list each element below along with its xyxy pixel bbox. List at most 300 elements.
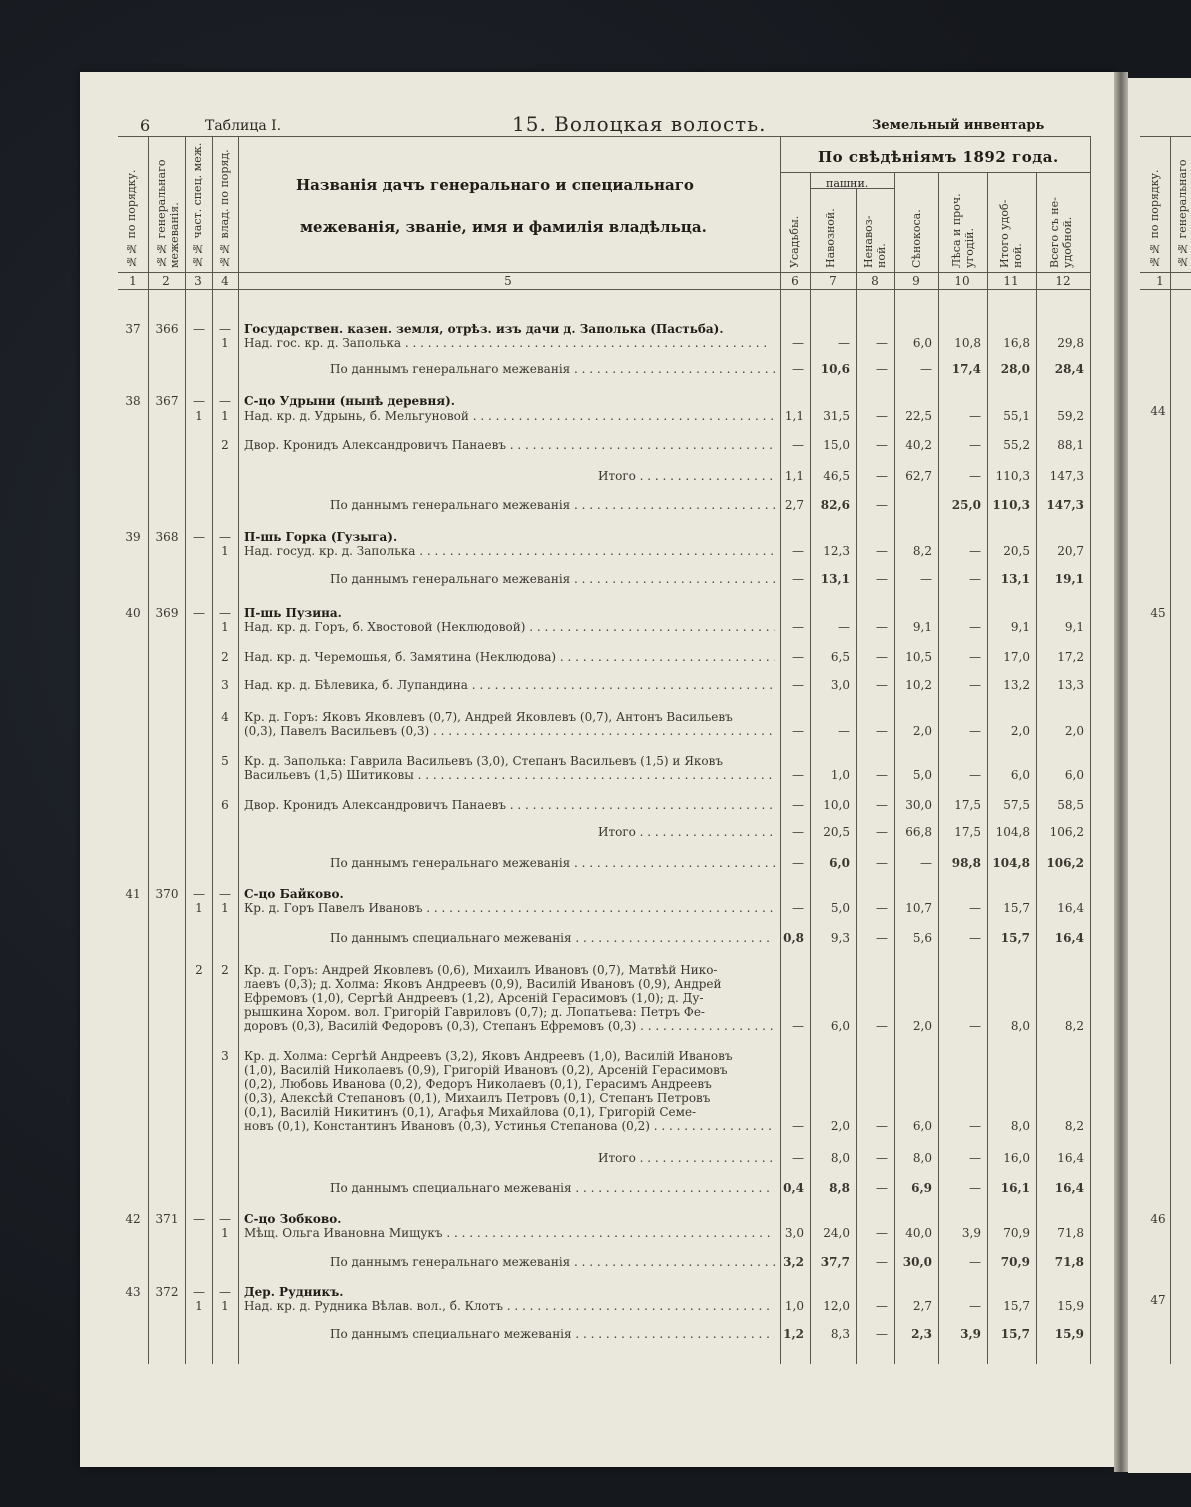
row-owner-number: 2 xyxy=(221,963,229,977)
row-value: — xyxy=(792,572,804,586)
row-value: 9,1 xyxy=(1010,620,1030,634)
col-header-vsego: Всего съ не-удобной. xyxy=(1048,197,1074,268)
row-owner-number: — xyxy=(219,887,231,901)
row-value: 106,2 xyxy=(1049,825,1084,839)
row-general-number: 372 xyxy=(155,1285,179,1299)
row-value: 15,7 xyxy=(1003,901,1030,915)
row-value: — xyxy=(876,438,888,452)
row-value: — xyxy=(876,1299,888,1313)
row-value: 15,0 xyxy=(823,438,850,452)
row-value: 15,7 xyxy=(1003,1299,1030,1313)
row-value: — xyxy=(969,931,981,945)
row-description: По даннымъ генеральнаго межеванія . . . xyxy=(330,498,775,512)
row-value: 106,2 xyxy=(1046,856,1084,870)
column-number: 11 xyxy=(1003,274,1019,288)
row-value: 15,9 xyxy=(1054,1327,1084,1341)
row-description: Ефремовъ (1,0), Сергѣй Андреевъ (1,2), Арсеній Герасимовъ (1,0); д. Ду- xyxy=(244,991,704,1005)
row-value: 6,9 xyxy=(911,1181,932,1195)
row-description: С-цо Зобково. xyxy=(244,1212,342,1226)
row-value: 147,3 xyxy=(1049,469,1084,483)
row-value: — xyxy=(969,1119,981,1133)
row-description: По даннымъ генеральнаго межеванія . . . xyxy=(330,572,775,586)
row-owner-number: — xyxy=(219,1212,231,1226)
col-header-navoznoy: Навозной. xyxy=(824,208,837,268)
row-value: — xyxy=(969,1181,981,1195)
row-value: 10,8 xyxy=(954,336,981,350)
row-value: 2,0 xyxy=(1010,724,1030,738)
row-owner-number: — xyxy=(219,606,231,620)
row-value: 1,0 xyxy=(830,768,850,782)
row-description: По даннымъ генеральнаго межеванія . . . xyxy=(330,1255,775,1269)
row-description: Кр. д. Горъ Павелъ Ивановъ . . . xyxy=(244,901,775,915)
row-value: — xyxy=(969,469,981,483)
row-owner-number: 1 xyxy=(221,1226,229,1240)
row-order-number: 37 xyxy=(125,322,141,336)
col-header-les: Лѣса и проч. угодій. xyxy=(950,193,976,268)
pashni-header: пашни. xyxy=(826,177,869,190)
row-description: С-цо Байково. xyxy=(244,887,344,901)
column-number: 10 xyxy=(954,274,970,288)
row-value: 6,5 xyxy=(830,650,850,664)
row-value: — xyxy=(969,768,981,782)
row-value: 20,7 xyxy=(1057,544,1084,558)
page-number: 6 xyxy=(140,116,151,135)
row-value: 70,9 xyxy=(1000,1255,1030,1269)
row-value: 1,0 xyxy=(784,1299,804,1313)
row-value: 22,5 xyxy=(905,409,932,423)
col-header-usadby: Усадьбы. xyxy=(788,215,801,268)
row-special-number: — xyxy=(193,530,205,544)
row-value: — xyxy=(969,1255,981,1269)
row-owner-number: 3 xyxy=(221,678,229,692)
row-value: 16,4 xyxy=(1054,1181,1084,1195)
row-owner-number: 1 xyxy=(221,620,229,634)
row-value: — xyxy=(838,336,850,350)
row-special-number: 2 xyxy=(195,963,203,977)
row-value: 17,4 xyxy=(951,362,981,376)
row-value: — xyxy=(792,1019,804,1033)
right-page-rule xyxy=(1140,136,1191,137)
right-row-number: 45 xyxy=(1150,606,1166,620)
row-order-number: 39 xyxy=(125,530,141,544)
group-rule xyxy=(780,172,1091,173)
right-row-number: 44 xyxy=(1150,404,1166,418)
row-value: — xyxy=(792,901,804,915)
row-value: 9,1 xyxy=(1064,620,1084,634)
row-value: 147,3 xyxy=(1046,498,1084,512)
page-title: 15. Волоцкая волость. xyxy=(512,112,767,136)
row-owner-number: 4 xyxy=(221,710,229,724)
row-owner-number: 5 xyxy=(221,754,229,768)
row-value: 16,8 xyxy=(1003,336,1030,350)
row-value: 2,0 xyxy=(912,724,932,738)
row-value: 15,7 xyxy=(1000,1327,1030,1341)
column-number: 1 xyxy=(129,274,137,288)
row-special-number: — xyxy=(193,322,205,336)
row-description: (0,2), Любовь Иванова (0,2), Федоръ Николаевъ (0,1), Герасимъ Андреевъ xyxy=(244,1077,712,1091)
row-description: Кр. д. Заполька: Гаврила Васильевъ (3,0), Степанъ Васильевъ (1,5) и Яковъ xyxy=(244,754,724,768)
row-value: 31,5 xyxy=(823,409,850,423)
row-special-number: 1 xyxy=(195,901,203,915)
row-description: Государствен. казен. земля, отрѣз. изъ дачи д. Заполька (Пастьба). xyxy=(244,322,724,336)
row-description: Над. кр. д. Удрынь, б. Мельгуновой . . . xyxy=(244,409,775,423)
row-value: — xyxy=(792,724,804,738)
row-value: — xyxy=(876,1151,888,1165)
row-description: Над. кр. д. Черемошья, б. Замятина (Неклюдова) . . . xyxy=(244,650,775,664)
row-value: — xyxy=(792,650,804,664)
row-value: 71,8 xyxy=(1054,1255,1084,1269)
col-header-senokos: Сѣнокоса. xyxy=(910,209,923,268)
column-number: 8 xyxy=(871,274,879,288)
col-rule xyxy=(780,136,781,1364)
row-value: — xyxy=(876,1181,888,1195)
row-value: 8,2 xyxy=(912,544,932,558)
row-value: 55,2 xyxy=(1003,438,1030,452)
row-value: 10,0 xyxy=(823,798,850,812)
row-value: 8,8 xyxy=(829,1181,850,1195)
row-value: 3,9 xyxy=(960,1327,981,1341)
right-page-col-rule xyxy=(1170,136,1171,1364)
row-general-number: 371 xyxy=(155,1212,179,1226)
row-description: По даннымъ генеральнаго межеванія . . . xyxy=(330,362,775,376)
row-description: С-цо Удрыни (нынѣ деревня). xyxy=(244,394,455,408)
row-value: — xyxy=(969,544,981,558)
col-rule xyxy=(185,136,186,1364)
row-value: — xyxy=(876,544,888,558)
row-value: 3,0 xyxy=(830,678,850,692)
row-owner-number: 2 xyxy=(221,438,229,452)
row-description: Васильевъ (1,5) Шитиковы . . . xyxy=(244,768,775,782)
group-header-1892: По свѣдѣніямъ 1892 года. xyxy=(818,148,1059,166)
row-value: 13,2 xyxy=(1003,678,1030,692)
row-value: 0,8 xyxy=(783,931,804,945)
row-description: Дер. Рудникъ. xyxy=(244,1285,344,1299)
table-label: Таблица I. xyxy=(205,118,282,134)
row-value: — xyxy=(876,901,888,915)
row-value: 17,5 xyxy=(954,798,981,812)
row-value: 13,3 xyxy=(1057,678,1084,692)
row-value: — xyxy=(876,825,888,839)
row-value: 17,0 xyxy=(1003,650,1030,664)
row-value: — xyxy=(876,768,888,782)
row-value: 8,0 xyxy=(912,1151,932,1165)
row-value: 110,3 xyxy=(995,469,1030,483)
column-number: 12 xyxy=(1055,274,1071,288)
row-description: Кр. д. Горъ: Андрей Яковлевъ (0,6), Михаилъ Ивановъ (0,7), Матвѣй Нико- xyxy=(244,963,718,977)
row-value: 5,6 xyxy=(912,931,932,945)
row-value: — xyxy=(969,901,981,915)
row-value: 1,1 xyxy=(784,409,804,423)
row-value: 58,5 xyxy=(1057,798,1084,812)
row-value: — xyxy=(969,1019,981,1033)
row-description: Итого . . . xyxy=(598,469,775,483)
row-value: — xyxy=(876,724,888,738)
table-top-rule xyxy=(118,136,1091,137)
row-value: — xyxy=(792,856,804,870)
col-header-general: №№ генеральнаго межеванія. xyxy=(155,159,181,268)
row-value: — xyxy=(969,438,981,452)
row-special-number: 1 xyxy=(195,409,203,423)
row-value: 10,2 xyxy=(905,678,932,692)
row-value: 24,0 xyxy=(823,1226,850,1240)
row-description: (1,0), Василій Николаевъ (0,9), Григорій Ивановъ (0,2), Арсеній Герасимовъ xyxy=(244,1063,728,1077)
row-general-number: 368 xyxy=(155,530,179,544)
row-value: 13,1 xyxy=(1000,572,1030,586)
row-value: 0,4 xyxy=(783,1181,804,1195)
row-value: 5,0 xyxy=(830,901,850,915)
row-description: По даннымъ специальнаго межеванія . . . xyxy=(330,931,775,945)
col-rule xyxy=(148,136,149,1364)
row-special-number: — xyxy=(193,1212,205,1226)
row-value: 8,0 xyxy=(830,1151,850,1165)
row-special-number: — xyxy=(193,887,205,901)
row-description: Над. кр. д. Бѣлевика, б. Лупандина . . . xyxy=(244,678,775,692)
row-owner-number: — xyxy=(219,322,231,336)
row-value: 40,0 xyxy=(905,1226,932,1240)
row-value: 16,4 xyxy=(1057,1151,1084,1165)
row-value: 2,0 xyxy=(912,1019,932,1033)
row-description: Двор. Кронидъ Александровичъ Панаевъ . . . xyxy=(244,798,775,812)
row-value: — xyxy=(969,650,981,664)
row-value: 104,8 xyxy=(992,856,1030,870)
row-value: 20,5 xyxy=(823,825,850,839)
row-value: — xyxy=(876,469,888,483)
right-row-number: 47 xyxy=(1150,1293,1166,1307)
row-owner-number: 1 xyxy=(221,336,229,350)
numbers-rule xyxy=(118,289,1091,290)
row-value: — xyxy=(876,1226,888,1240)
row-value: 59,2 xyxy=(1057,409,1084,423)
row-value: — xyxy=(969,572,981,586)
row-value: 8,2 xyxy=(1064,1019,1084,1033)
row-value: 2,0 xyxy=(1064,724,1084,738)
row-value: 20,5 xyxy=(1003,544,1030,558)
column-number: 7 xyxy=(829,274,837,288)
row-value: — xyxy=(969,724,981,738)
row-owner-number: 2 xyxy=(221,650,229,664)
row-description: Над. кр. д. Рудника Вѣлав. вол., б. Клотъ . . . xyxy=(244,1299,775,1313)
col-header-title-1: Названія дачъ генеральнаго и специальнаго xyxy=(296,176,694,194)
row-value: 66,8 xyxy=(905,825,932,839)
right-col-number: 1 xyxy=(1156,274,1164,288)
row-special-number: — xyxy=(193,394,205,408)
row-value: 15,9 xyxy=(1057,1299,1084,1313)
row-value: 88,1 xyxy=(1057,438,1084,452)
row-description: рышкина Хором. вол. Григорій Гавриловъ (0,7); д. Лопатьева: Петръ Фе- xyxy=(244,1005,705,1019)
row-value: 30,0 xyxy=(902,1255,932,1269)
row-value: 16,0 xyxy=(1003,1151,1030,1165)
row-value: 16,4 xyxy=(1054,931,1084,945)
col-rule xyxy=(238,136,239,1364)
row-order-number: 41 xyxy=(125,887,141,901)
row-value: — xyxy=(792,678,804,692)
row-description: По даннымъ специальнаго межеванія . . . xyxy=(330,1181,775,1195)
row-special-number: — xyxy=(193,606,205,620)
row-owner-number: 1 xyxy=(221,544,229,558)
row-value: 9,1 xyxy=(912,620,932,634)
row-value: 12,3 xyxy=(823,544,850,558)
row-value: — xyxy=(876,1255,888,1269)
row-value: — xyxy=(838,724,850,738)
row-description: (0,3), Павелъ Васильевъ (0,3) . . . xyxy=(244,724,775,738)
column-number: 3 xyxy=(194,274,202,288)
row-value: — xyxy=(838,620,850,634)
row-owner-number: 1 xyxy=(221,1299,229,1313)
book-gutter xyxy=(1114,72,1128,1472)
col-header-special: №№ част. спец. меж. xyxy=(191,142,204,268)
row-value: — xyxy=(792,825,804,839)
row-value: 3,9 xyxy=(961,1226,981,1240)
row-value: — xyxy=(792,1119,804,1133)
row-value: — xyxy=(876,678,888,692)
row-value: 1,1 xyxy=(784,469,804,483)
row-general-number: 367 xyxy=(155,394,179,408)
col-header-nenavoznoy: Ненавоз-ной. xyxy=(862,215,888,268)
row-value: — xyxy=(876,336,888,350)
row-value: 82,6 xyxy=(820,498,850,512)
row-general-number: 366 xyxy=(155,322,179,336)
row-order-number: 43 xyxy=(125,1285,141,1299)
column-number: 4 xyxy=(221,274,229,288)
row-value: 16,1 xyxy=(1000,1181,1030,1195)
row-value: 104,8 xyxy=(995,825,1030,839)
col-header-owner: №№ влад. по поряд. xyxy=(218,149,231,268)
row-owner-number: 1 xyxy=(221,409,229,423)
row-owner-number: 1 xyxy=(221,901,229,915)
col-rule xyxy=(1036,172,1037,1364)
row-special-number: 1 xyxy=(195,1299,203,1313)
row-description: Над. госуд. кр. д. Заполька . . . xyxy=(244,544,775,558)
row-value: 55,1 xyxy=(1003,409,1030,423)
row-value: — xyxy=(876,362,888,376)
row-description: Кр. д. Холма: Сергѣй Андреевъ (3,2), Яковъ Андреевъ (1,0), Василій Ивановъ xyxy=(244,1049,733,1063)
row-value: 19,1 xyxy=(1054,572,1084,586)
col-rule xyxy=(212,136,213,1364)
right-col-header-general: №№ генеральнаго xyxy=(1176,159,1189,268)
row-value: 5,0 xyxy=(912,768,932,782)
row-value: — xyxy=(792,336,804,350)
row-value: — xyxy=(876,620,888,634)
row-value: — xyxy=(876,1119,888,1133)
row-value: — xyxy=(876,931,888,945)
row-value: — xyxy=(792,798,804,812)
row-owner-number: 3 xyxy=(221,1049,229,1063)
row-value: — xyxy=(969,1299,981,1313)
row-value: — xyxy=(792,438,804,452)
row-value: — xyxy=(792,544,804,558)
col-header-title-2: межеванія, званіе, имя и фамилія владѣльца. xyxy=(300,218,707,236)
right-col-header-order: №№ по порядку. xyxy=(1148,169,1161,268)
row-value: 13,1 xyxy=(820,572,850,586)
row-value: 98,8 xyxy=(951,856,981,870)
row-value: — xyxy=(876,572,888,586)
row-value: — xyxy=(969,620,981,634)
row-value: — xyxy=(920,572,932,586)
row-value: 1,2 xyxy=(783,1327,804,1341)
row-description: новъ (0,1), Константинъ Ивановъ (0,3), Устинья Степанова (0,2) . . . xyxy=(244,1119,775,1133)
row-value: 30,0 xyxy=(905,798,932,812)
row-value: 6,0 xyxy=(912,1119,932,1133)
column-number: 9 xyxy=(912,274,920,288)
row-description: доровъ (0,3), Василій Федоровъ (0,3), Степанъ Ефремовъ (0,3) . . . xyxy=(244,1019,775,1033)
row-value: 10,5 xyxy=(905,650,932,664)
row-value: 2,3 xyxy=(911,1327,932,1341)
col-rule xyxy=(1090,136,1091,1364)
row-value: 62,7 xyxy=(905,469,932,483)
row-value: 8,0 xyxy=(1010,1019,1030,1033)
row-owner-number: — xyxy=(219,1285,231,1299)
right-page-rule xyxy=(1140,272,1191,273)
row-description: П-шь Горка (Гузыга). xyxy=(244,530,398,544)
row-value: — xyxy=(876,856,888,870)
row-value: 6,0 xyxy=(830,1019,850,1033)
row-description: Над. гос. кр. д. Заполька . . . xyxy=(244,336,775,350)
row-special-number: — xyxy=(193,1285,205,1299)
row-order-number: 42 xyxy=(125,1212,141,1226)
row-value: 3,0 xyxy=(784,1226,804,1240)
row-owner-number: — xyxy=(219,530,231,544)
row-value: 17,2 xyxy=(1057,650,1084,664)
row-value: — xyxy=(876,498,888,512)
row-owner-number: 6 xyxy=(221,798,229,812)
row-value: 2,7 xyxy=(784,498,804,512)
row-value: — xyxy=(969,678,981,692)
row-value: 28,0 xyxy=(1000,362,1030,376)
section-label: Земельный инвентарь xyxy=(872,118,1045,133)
row-value: 25,0 xyxy=(951,498,981,512)
row-value: 6,0 xyxy=(1064,768,1084,782)
row-value: 2,7 xyxy=(912,1299,932,1313)
row-value: 28,4 xyxy=(1054,362,1084,376)
row-value: 110,3 xyxy=(992,498,1030,512)
row-value: 8,3 xyxy=(830,1327,850,1341)
row-description: П-шь Пузина. xyxy=(244,606,342,620)
row-value: — xyxy=(792,362,804,376)
row-value: 16,4 xyxy=(1057,901,1084,915)
row-owner-number: — xyxy=(219,394,231,408)
row-general-number: 370 xyxy=(155,887,179,901)
row-value: 57,5 xyxy=(1003,798,1030,812)
row-value: 8,0 xyxy=(1010,1119,1030,1133)
row-description: (0,3), Алексѣй Степановъ (0,1), Михаилъ Петровъ (0,1), Степанъ Петровъ xyxy=(244,1091,711,1105)
row-order-number: 38 xyxy=(125,394,141,408)
row-value: 8,2 xyxy=(1064,1119,1084,1133)
row-value: — xyxy=(792,768,804,782)
row-value: 70,9 xyxy=(1003,1226,1030,1240)
row-value: — xyxy=(920,362,932,376)
row-description: Над. кр. д. Горъ, б. Хвостовой (Неклюдовой) . . . xyxy=(244,620,775,634)
row-value: — xyxy=(969,409,981,423)
row-value: 71,8 xyxy=(1057,1226,1084,1240)
row-value: — xyxy=(792,620,804,634)
row-description: Кр. д. Горъ: Яковъ Яковлевъ (0,7), Андрей Яковлевъ (0,7), Антонъ Васильевъ xyxy=(244,710,733,724)
row-value: — xyxy=(876,409,888,423)
row-value: 37,7 xyxy=(820,1255,850,1269)
row-description: Двор. Кронидъ Александровичъ Панаевъ . . . xyxy=(244,438,775,452)
row-value: 46,5 xyxy=(823,469,850,483)
col-header-itogo-udob: Итого удоб-ной. xyxy=(998,199,1024,268)
row-value: — xyxy=(792,1151,804,1165)
row-value: 10,6 xyxy=(820,362,850,376)
row-description: лаевъ (0,3); д. Холма: Яковъ Андреевъ (0,9), Василій Ивановъ (0,9), Андрей xyxy=(244,977,722,991)
row-value: 9,3 xyxy=(830,931,850,945)
row-value: — xyxy=(876,1327,888,1341)
row-value: 17,5 xyxy=(954,825,981,839)
column-number: 2 xyxy=(162,274,170,288)
row-value: 29,8 xyxy=(1057,336,1084,350)
column-number: 5 xyxy=(504,274,512,288)
row-value: — xyxy=(876,1019,888,1033)
